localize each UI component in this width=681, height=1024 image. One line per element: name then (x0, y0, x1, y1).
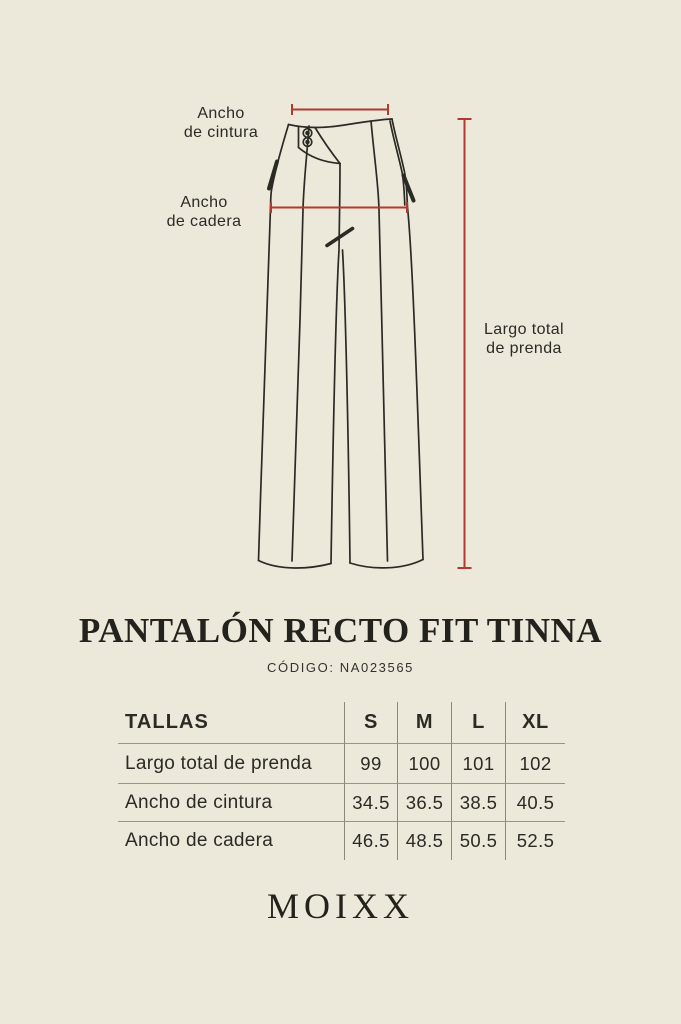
table-row-label-length: Largo total de prenda (118, 744, 344, 784)
waist-width-label-line1: Ancho (197, 105, 245, 122)
size-column-header-m: M (397, 702, 451, 744)
waist-width-label-line2: de cintura (183, 124, 259, 141)
size-column-header-xl: XL (505, 702, 565, 744)
waist-value-s: 34.5 (344, 784, 397, 822)
size-column-header-l: L (451, 702, 505, 744)
total-length-label-line1: Largo total (483, 321, 564, 338)
hip-width-label-line1: Ancho (180, 194, 228, 211)
length-value-xl: 102 (505, 744, 565, 784)
button-dot-icon (306, 132, 309, 135)
waist-value-xl: 40.5 (505, 784, 565, 822)
hip-value-m: 48.5 (397, 822, 451, 860)
waist-width-label (151, 104, 291, 142)
hip-width-label (134, 193, 274, 231)
hip-value-s: 46.5 (344, 822, 397, 860)
product-title: PANTALÓN RECTO FIT TINNA (78, 611, 603, 650)
size-table (118, 702, 565, 860)
measurement-lines (271, 104, 472, 568)
size-column-header-s: S (344, 702, 397, 744)
hip-width-label-line2: de cadera (166, 213, 242, 230)
waist-value-l: 38.5 (451, 784, 505, 822)
length-value-m: 100 (397, 744, 451, 784)
button-dot-icon (306, 141, 309, 144)
length-value-l: 101 (451, 744, 505, 784)
table-row-label-waist: Ancho de cintura (118, 784, 344, 822)
total-length-label (454, 320, 594, 358)
hip-value-xl: 52.5 (505, 822, 565, 860)
hip-value-l: 50.5 (451, 822, 505, 860)
pocket-marks (269, 162, 414, 246)
table-row-label-hip: Ancho de cadera (125, 830, 274, 851)
length-value-s: 99 (344, 744, 397, 784)
pants-outline (259, 119, 424, 568)
total-length-label-line2: de prenda (486, 340, 562, 357)
brand-logo: MOIXX (267, 886, 414, 926)
product-code: CÓDIGO: NA023565 (267, 660, 414, 675)
waist-value-m: 36.5 (397, 784, 451, 822)
size-table-header-label: TALLAS (118, 702, 344, 744)
